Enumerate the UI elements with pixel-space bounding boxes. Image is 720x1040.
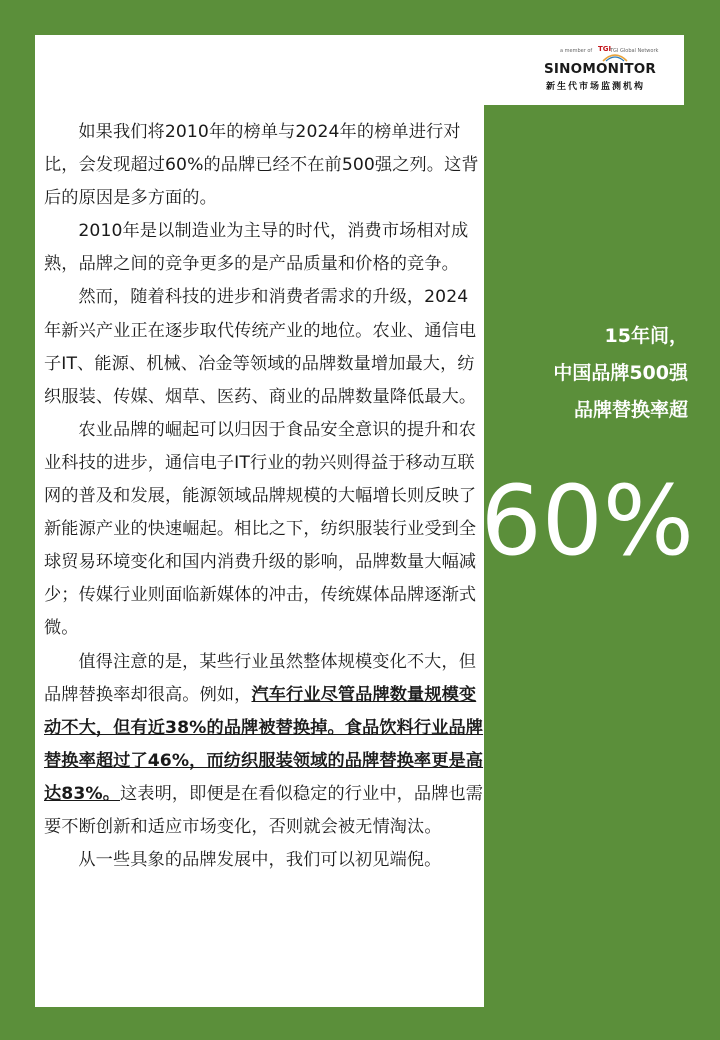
callout-line-3: 品牌替换率超 [573,399,688,421]
logo-network: TGI Global Network [610,48,659,54]
paragraph-2: 2010年是以制造业为主导的时代，消费市场相对成熟，品牌之间的竞争更多的是产品质量和价格的竞争。 [44,221,469,275]
paragraph-5-highlight: 汽车行业尽管品牌数量规模变动不大，但有近38%的品牌被替换掉。食品饮料行业品牌替换率超过了46%，而纺织服装领域的品牌替换率更是高达83%。 [44,684,484,804]
paragraph-3: 然而，随着科技的进步和消费者需求的升级，2024年新兴产业正在逐步取代传统产业的地位。农业、通信电子IT、能源、机械、冶金等领域的品牌数量增加最大，纺织服装、传媒、烟草、医药、商业的品牌数量降低最大。 [44,287,477,407]
callout-line-2: 中国品牌500强 [553,362,688,384]
paragraph-5 [44,646,484,845]
logo-brand: SINOMONITOR [544,61,657,77]
paragraph-6: 从一些具象的品牌发展中，我们可以初见端倪。 [78,850,442,871]
sinomonitor-logo [540,44,670,96]
callout-percent: 60% [480,465,694,577]
logo-tgi: TGI [598,45,612,53]
callout-line-1: 15年间， [604,325,688,347]
paragraph-1: 如果我们将2010年的榜单与2024年的榜单进行对比，会发现超过60%的品牌已经不在前500强之列。这背后的原因是多方面的。 [44,122,479,209]
side-callout [553,318,688,429]
paragraph-5-start: 值得注意的是，某些行业虽然整体规模变化不大，但品牌替换率却很高。例如， [44,651,477,705]
article-body [44,116,484,877]
logo-tagline: a member of [560,48,593,54]
logo-subtitle: 新生代市场监测机构 [546,82,646,92]
paragraph-4: 农业品牌的崛起可以归因于食品安全意识的提升和农业科技的进步，通信电子IT行业的勃兴则得益于移动互联网的普及和发展，能源领域品牌规模的大幅增长则反映了新能源产业的快速崛起。相比之下，纺织服装行业受到全球贸易环境变化和国内消费升级的影响，品牌数量大幅减少；传媒行业则面临新媒体的冲击，传统媒体品牌逐渐式微。 [44,419,477,639]
paragraph-5-end: 这表明，即便是在看似稳定的行业中，品牌也需要不断创新和适应市场变化，否则就会被无情淘汰。 [44,783,484,837]
